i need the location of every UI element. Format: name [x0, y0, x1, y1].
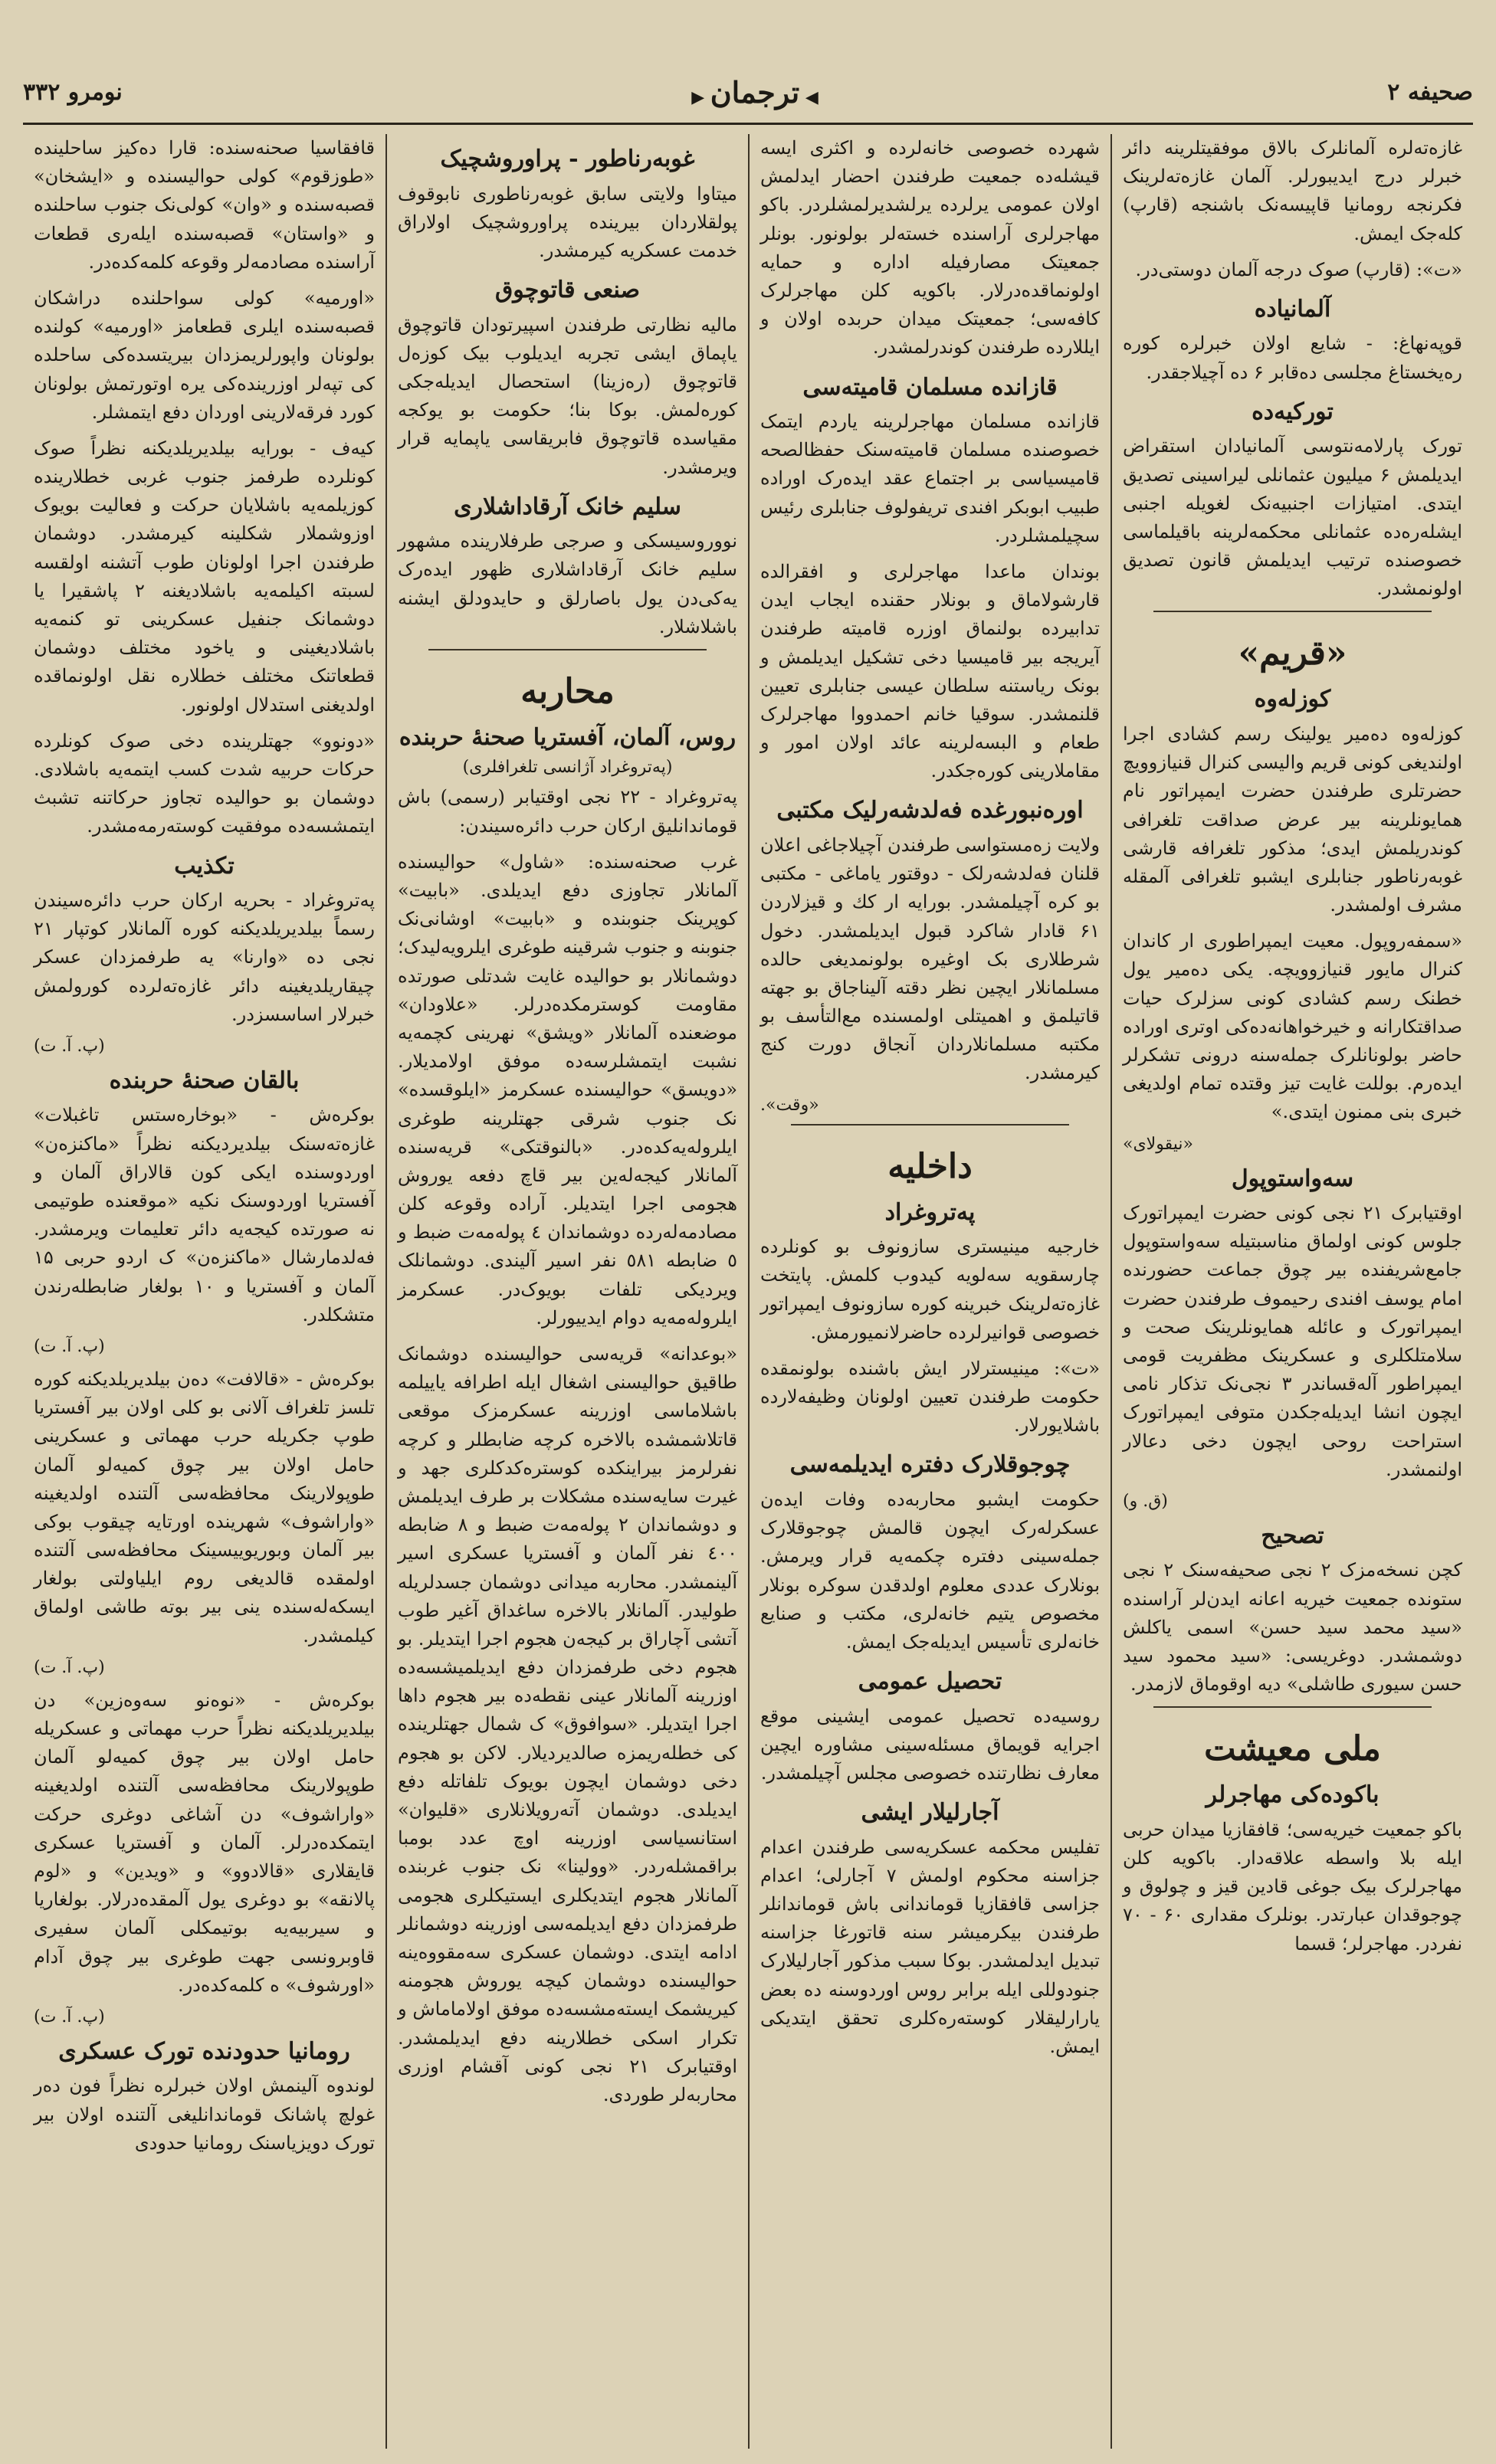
- article-paragraph: بوکرەش - «نوه‌نو سه‌وه‌زین» دن بیلدیریلدیکنه نظراً حرب مهماتی و عسکریله حامل اولان بیر چوق کمیه‌لو آلمان طوپولارینک محافظه‌سی آلتنده اولدیغینه «واراشوف» دن آشاغی دوغری حرکت ایتمکده‌درلر. آلمان و آفستریا عسکری قایقلاری «قالادوو» و «ویدین» و «لوم پالانقه» بو دوغری یول آلمقده‌درلار. بولغاریا و سیربیەیه بوتیمکلی آلمان سفیری قاوبرونسی جهت طوغری بیر چوق آدام «اورشوف» ه کلمه‌کده‌در.: [34, 1689, 375, 1996]
- article-paragraph: «دونوو» جهتلرینده دخی صوک کونلرده حرکات حربیه شدت کسب ایتمه‌یه باشلادی. دوشمان بو حوالیده تجاوز حرکاتنه تشبث ایتمشسه‌ده موفقیت کوستەرمه‌مشدر.: [34, 729, 375, 837]
- article-heading: تکذیب: [174, 852, 235, 880]
- article-paragraph: «بوعدانه» قریه‌سی حوالیسنده دوشمانک طاقیق حوالیسنی اشغال ایله اطرافه یاییلمه باشلاماسی اوزرینه عسکرمزک موقعی قاتلاشمشده بالاخره کرچه ضابطلر و کرچه نفرلرمز بیراینکده کوسترەکدکلری جهد و غیرت سایه‌سنده مشکلات بر طرف ایدیلمش و دوشماندان ۲ پولەمەت ضبط و ۸ ضابطه ٤٠٠ نفر آلمان و آفستریا عسکری اسیر آلینمشدر. محاربه میدانی دوشمان جسدلریله طولیدر. آلمانلار بالاخره ساغداق آغیر طوب آتشی آچاراق بر کیجەن هجوم اجرا ایتدیلر. بو هجوم دخی طرفمزدان دفع ایدیلمیشسه‌ده اوزرینه آلمانلار عینی نقطه‌ده بیر هجوم داها اجرا ایتدیلر. «سوافوق» ک شمال جهتلرینده کی خطلەریمزه صالدیردیلار. لاکن بو هجوم دخی دوشمان ایچون بویوک تلفاتله دفع ایدیلدی. دوشمان آتەرویلانلاری «قلیوان» استانسیاسی اوزرینه اوچ عدد بومبا براقمشلەردر. «وولینا» نک جنوب غربنده آلمانلار هجوم ایتدیکلری ایستیکلری هجومی طرفمزدان دفع ایدیلمه‌سی اوزرینه دوشمانلر ادامه ایتدی. دوشمان عسکری سەمقووەینە حوالیسنده دوشمان کیچه یوروش هجومنه کیریشمک ایستەمشسه‌ده موفق اولاماماش و تکرار اسکی خطلارینه دفع ایدیلمشدر. اوقتیابرک ۲۱ نجی کونی آقشام اوزری محاربه‌لر طوردی.: [397, 1343, 737, 2105]
- article-paragraph: بوکرەش - «بوخارەستس تاغبلات» غازه‌ته‌سنک بیلدیردیکنه نظراً «ماکنزەن» اوردوسنده ایکی کون قالاراق آلمان و آفستریا اوردوسنک نکیه «موقعنده طوتیمی نه صورتده کیجه‌یه دائر تعلیمات ویرمشدر. فەلدمارشال «ماکنزەن» ک اردو حربی ۱۵ آلمان و آفستریا و ۱۰ بولغار ضابطلەرندن متشکلدر.: [34, 1104, 376, 1325]
- article-paragraph: بوکرەش - «قالافت» ده‌ن بیلدیریلدیکنه کوره تلسز تلغراف آلانی بو کلی اولان بیر آفستریا طوپ جکریله حرب مهماتی و عسکرینی حامل اولان بیر چوق کمیه‌لو آلمان طوپولارینک محافظه‌سی آلتنده اولدیغینه «واراشوف» شهرینده اورتایه چیقوب بوکی بیر آلمان وبوریوییسینک محافظه‌سی آلتنده اولمقدە قالدیغی روم ایلیاولتی بولغار ایسکەله‌سنده ینی بیر بوته طاشی اولماق کیلمشدر.: [34, 1368, 375, 1646]
- article-paragraph: اوقتیابرک ۲۱ نجی کونی حضرت ایمپراتورک جلوس کونی اولماق مناسبتیله سه‌واستوپول جامع‌شریفنده بیر چوق جماعت حضورنده امام یوسف افندی رحیموف طرفندن حضرت ایمپراتورک و عائله همایونلرینک صحت و سلامتلکلری و عسکرینک مظفریت قومی ایمپراطور آلەقساندر ۳ نجی‌نک تذکار نامی ایچون انشا ایدیله‌جکدن متوفی ایمپراتورک استراحت روحی ایچون دخی دعالار اولنمشدر.: [1123, 1202, 1462, 1480]
- article-heading: باکوده‌کی مهاجرلر: [1206, 1781, 1380, 1809]
- issue-number: نومرو ۳۳۲: [23, 78, 123, 106]
- article-paragraph: خارجیه مینیستری سازونوف بو کونلرده چارسقویه سەلویه کیدوب کلمش. پایتخت غازه‌ته‌لرینک خبرینه کوره سازونوف ایمپراتور خصوصی قوانیرلرده حاضرلانمیورمش.: [760, 1236, 1100, 1343]
- article-paragraph: پەتروغراد - بحریه ارکان حرب دائره‌سیندن رسماً بیلدیریلدیکنه کوره آلمانلار کوتپار ۲۱ نجی ده «وارنا» یه طرفمزدان عسکر چیقاریلدیغینه دائر غازه‌ته‌لرده کورولمش خبرلار اساسسزدر.: [34, 890, 375, 1025]
- article-heading: سلیم خانک آرقاداشلاری: [454, 493, 681, 520]
- article-heading: تورکیه‌ده: [1252, 398, 1334, 425]
- section-heading: داخلیه: [887, 1146, 973, 1186]
- article-heading: تصحیح: [1261, 1522, 1324, 1549]
- article-paragraph: کوزله‌وه ده‌میر یولینک رسم کشادی اجرا اولندیغی کونی قریم والیسی کنرال قنیازوویچ حضرتلری طرفندن حضرت ایمپراتور نام همایونلرینه بیر عرض صداقت تلغرافی کوندریلمش ایدی؛ مذکور تلغرافه قارشی غوبەرناطور جنابلری ایشبو تلغرافی آلمقله مشرف اولمشدر.: [1123, 722, 1462, 916]
- article-paragraph: کیەف - بورایه بیلدیریلدیکنه نظراً صوک کونلرده طرفمز جنوب غربی خطلارینده کوزیلمه‌یه باشلایان حرکت و فعالیت بویوک اوزوشملار شکلینه کیرمشدر. دوشمان طرفندن اجرا اولونان طوب آتشنه اولقسه لسبته اکیلمه‌یه باشلادیغنه ۲ پاشقیرا یا دوشمانک جنفیل عسکرینی تو کنمه‌یه باشلادیغینی و یاخود مختلف دوشمان قطعاتنک مختلف خطلاره نقل اولونماقده اولدیغنی استدلال اولونور.: [34, 437, 375, 716]
- section-divider: [791, 1124, 1069, 1126]
- article-paragraph: «ت»: مینیسترلار ایش باشنده بولونمقده حکومت طرفندن تعیین اولونان وظیفەلارده باشلایورلار.: [760, 1357, 1100, 1437]
- article-paragraph: روسیه‌ده تحصیل عمومی ایشینی موقع اجرایه قویماق مسئله‌سینی مشاوره ایچین معارف نظارتنده خصوصی مجلس آچیلمشدر.: [760, 1705, 1100, 1784]
- column-1: [1111, 134, 1473, 2449]
- article-paragraph: قافقاسیا صحنه‌سنده: قارا ده‌کیز ساحلینده «طوزقوم» کولی حوالیسنده و «ایشخان» قصبه‌سنده و «وان» کولی‌نک جنوب ساحلنده و «واستان» قصبه‌سنده ایلەری قطعات آراسنده مصادمه‌لر وقوعه کلمه‌کده‌در.: [34, 137, 375, 273]
- article-paragraph: غازه‌ته‌لره آلمانلرک بالاق موفقیتلرینه دائر خبرلر درج ایدیبورلر. آلمان غازه‌ته‌لرینک فکرنجه رومانیا قاپیسه‌نک باشنجه (قارپ) کله‌جک ایمش.: [1123, 137, 1462, 244]
- article-heading: کوزله‌وه: [1254, 686, 1331, 713]
- article-heading: آجارلیلار ایشی: [861, 1799, 999, 1827]
- column-3: [385, 134, 748, 2449]
- section-divider: [1153, 1706, 1432, 1708]
- article-heading: تحصیل عمومی: [858, 1668, 1002, 1696]
- article-paragraph: حکومت ایشبو محاربه‌ده وفات ایدەن عسکرلەرک ایچون قالمش چوجوقلارک جمله‌سینی دفتره چکمه‌یه قرار ویرمش. بونلارک عددی معلوم اولدقدن سوکره بونلار مخصوص یتیم خانه‌لری، مکتب و صنایع خانه‌لری تأسیس ایدیله‌جک ایمش.: [760, 1488, 1100, 1653]
- article-heading: پەتروغراد: [884, 1198, 976, 1226]
- page-number: صحیفه ۲: [1387, 78, 1473, 106]
- columns-container: [23, 134, 1473, 2449]
- article-heading: بالقان صحنهٔ حربنده: [109, 1067, 300, 1094]
- article-heading: روس، آلمان، آفستریا صحنهٔ حربنده: [399, 723, 737, 751]
- article-heading: رومانیا حدودنده تورک عسکری: [58, 2037, 350, 2065]
- article-source: (پ. آ. ت): [34, 1036, 105, 1056]
- section-heading: محاربه: [520, 671, 615, 711]
- article-heading: آلمانیاده: [1254, 295, 1331, 323]
- section-divider: [1153, 611, 1432, 612]
- article-source: «نیقولای»: [1123, 1134, 1193, 1154]
- article-source: (پ. آ. ت): [34, 1657, 105, 1677]
- article-paragraph: تورک پارلامەنتوسی آلمانیادان استقراض ایدیلمش ۶ میلیون عثمانلی لیراسینی تصدیق ایتدی. امتیازات اجنبیه‌نک لغویله اجنبی ایشلەره‌ده عثمانلی محکمه‌لرینه باقیلماسی خصوصنده ترتیب ایدیلمش قانون تصدیق اولونمشدر.: [1123, 435, 1463, 600]
- article-heading: غوبەرناطور - پراوروشچیک: [440, 146, 695, 172]
- newspaper-masthead: ◀ ترجمان ▶: [691, 75, 819, 110]
- article-heading: چوجوقلارک دفتره ایدیلمه‌سی: [789, 1451, 1071, 1479]
- article-source: (پ. آ. ت): [34, 2007, 105, 2027]
- article-paragraph: باکو جمعیت خیریه‌سی؛ قافقازیا میدان حربی ایله بلا واسطه علاقه‌دار. باکویه کلن مهاجرلرک بیک جوغی قادین قیز و چولوق و چوجوقدان عبارتدر. بونلرک مقداری ۶۰ - ۷۰ نفردر. مهاجرلر؛ قسما: [1123, 1818, 1463, 1954]
- article-paragraph: بوندان ماعدا مهاجرلری و افقرالده قارشولاماق و بونلار حقنده ایجاب ایدن تدابیرده بولنماق اوزره قامیته طرفندن آیریجه بیر قامیسیا دخی تشکیل ایدیلمش و بونک ریاستنه سلطان عیسی جنابلری تعیین قلنمشدر. سوقیا خانم احمدووا مهاجرلرک طعام و البسه‌لرینه عائد اولان امور و مقاملارینی کوره‌جکدر.: [760, 560, 1100, 782]
- article-paragraph: لوندوه آلینمش اولان خبرلره نظراً فون ده‌ر غولچ پاشانک قوماندانلیغی آلتنده اولان بیر تورک دویزیاسنک رومانیا حدودی: [34, 2075, 375, 2154]
- article-paragraph: قوپه‌نهاغ: - شایع اولان خبرلره کوره رەیخستاغ مجلسی ده‌قابر ۶ ده آچیلاجقدر.: [1123, 333, 1462, 383]
- article-source: (پ. آ. ت): [34, 1336, 105, 1356]
- article-paragraph: «اورمیه» کولی سواحلنده دراشکان قصبه‌سنده ایلری قطعامز «اورمیه» کولنده بولونان واپورلریمزدان بیریتسدەکی ساحلده کی تپه‌لر اوزرینده‌کی یره اوتورتمش بولونان کورد فرقه‌لارینی اوردان دفع ایتمشلر.: [34, 287, 375, 423]
- article-source: (ق. و): [1123, 1491, 1168, 1511]
- article-paragraph: مالیه نظارتی طرفندن اسپیرتودان قاتوچوق یاپماق ایشی تجربه ایدیلوب بیک کوزەل قاتوچوق (رەزینا) استحصال ایدیله‌جکی کوره‌لمش. بوکا بنا؛ حکومت بو یوکجه مقیاسده قاتوچوق فابریقاسی یاپمایه قرار ویرمشدر.: [398, 313, 737, 478]
- column-2: [748, 134, 1111, 2449]
- article-heading: صنعی قاتوچوق: [494, 277, 641, 304]
- section-heading: ملی معیشت: [1204, 1729, 1381, 1769]
- article-paragraph: «ت»: (قارپ) صوک درجه آلمان دوستی‌در.: [1135, 258, 1462, 280]
- article-paragraph: کچن نسخه‌مزک ۲ نجی صحیفه‌سنک ۲ نجی ستونده جمعیت خیریه اعانه ایدن‌لر آراسنده «سید محمد سید حسن» اسمی یاکلش دوشمشدر. دوغریسی: «سید محمود سید حسن سیوری طاشلی» دیه اوقوماق لازمدر.: [1123, 1559, 1462, 1696]
- article-paragraph: نووروسیسکی و صرجی طرفلارینده مشهور سلیم خانک آرقاداشلاری ظهور ایدەرک یه‌کی‌دن یول باصارلق و حایدودلق ایشنه باشلاشلار.: [398, 530, 737, 637]
- article-paragraph: قازانده مسلمان مهاجرلرینه یاردم ایتمک خصوصنده مسلمان قامیته‌سنک حفظالصحه قامیسیاسی بر اجتماع عقد ایده‌رک اورادە طبیب ابوبکر افندی تریفولوف جنابلری رئیس سچیلمشلردر.: [760, 411, 1100, 546]
- article-paragraph: ولایت زەمستواسی طرفندن آچیلاجاغی اعلان قلنان فەلدشەرلک - دوقتور یاماغی - مکتبی بو کره آچیلمشدر. بورایه ار کك و قیزلاردن ۶۱ قادار شاکرد قبول ایدیلمشدر. دخول شرطلاری بک اوغیرە بولونمدیغی حالده مسلمانلار ایچین نظر دقته آلیناجاق بو جهته قاتیلمق و اهمیتلی اولمسنده مع‌التأسف بو مکتبه مسلمانلاردان آنجاق دورت کنج کیرمشدر.: [760, 834, 1100, 1084]
- article-paragraph: شهرده خصوصی خانه‌لرده و اکثری ایسه قیشله‌ده جمعیت طرفندن احضار ایدلمش اولان عمومی یرلرده یرلشدیرلمشلردر. باکو مهاجرلری آراسنده خسته‌لر بولونور. بونلر جمعیتک مصارفیله اداره و حمایه اولونماقده‌درلار. باکویه کلن مهاجرلرک کافه‌سی؛ جمعیتک میدان حربده اولان و ایللارده طرفندن کوندرلمشدر.: [760, 137, 1100, 359]
- article-subheading: (پەتروغراد آژانسی تلغرافلری): [462, 758, 673, 778]
- article-source: «وقت».: [760, 1095, 819, 1115]
- article-heading: سه‌واستوپول: [1231, 1165, 1354, 1192]
- article-paragraph: «سمفەروپول. معیت ایمپراطوری ار کاندان کنرال مایور قنیازوویچه. یکی دەمیر یول خطنک رسم کشادی کونی سزلرک حیات صداقتکارانه و خیرخواهانه‌ده‌کی اوتری اورادە حاضر بولونانلرک جمله‌سنه درونی تشکرلر ایدەرم. بوللت غایت تیز وقتده تمام اولدیغی خبری بنی ممنون ایتدی.»: [1123, 930, 1462, 1123]
- column-4: [23, 134, 385, 2449]
- section-divider: [428, 649, 707, 650]
- article-paragraph: غرب صحنه‌سنده: «شاول» حوالیسنده آلمانلار تجاوزی دفع ایدیلدی. «بابیت» کوپرینک جنوبنده و «بابیت» اوشانی‌نک جنوبنه و جنوب شرقینه طوغری ایلرویەلیدک؛ دوشمانلار بو حوالیده غایت شدتلی صورتده مقاومت کوسترمکده‌درلر. «علاودان» موضعنده آلمانلار «ویشق» نهرینی کچمه‌یه نشبت ایتمشلرسه‌ده موفق اولامدیلار. «دویسق» حوالیسنده عسکرمز «ایلوقسده» نک جنوب شرقی جهتلرینه طوغری ایلرولەیه‌کده‌در. «بالنوقتکی» قریه‌سنده آلمانلار کیجه‌لەین بیر قاچ دفعه یوروش هجومی اجرا ایتدیلر. آراده وقوعه کلن مصادمه‌لەرده دوشماندان ٤ پولەمەت ضبط و ٥ ضابطه ٥٨١ نفر اسیر آلیندی. دوشمانلک ویردیکی تلفات بویوک‌در. عسکرمز ایلرولەمه‌یه دوام ایدییورلر.: [398, 850, 738, 1329]
- article-heading: قازانده مسلمان قامیته‌سی: [802, 373, 1058, 401]
- article-paragraph: پەتروغراد - ۲۲ نجی اوقتیابر (رسمی) باش قوماندانلیق ارکان حرب دائره‌سیندن:: [398, 786, 738, 837]
- article-heading: اورەنبورغده فەلدشەرلیک مکتبی: [776, 797, 1084, 824]
- page-header: [23, 61, 1473, 125]
- article-paragraph: میتاوا ولایتی سابق غوبەرناطوری نابوقوف پولقلاردان بیرینده پراوروشچیک اولاراق خدمت عسکریه کیرمشدر.: [398, 182, 737, 261]
- section-heading: «قریم»: [1238, 634, 1347, 673]
- article-paragraph: تفلیس محکمه عسکریه‌سی طرفندن اعدام جزاسنه محکوم اولمش ۷ آجارلی؛ اعدام جزاسی قافقازیا قوماندانی باش قوماندانلر طرفندن بیکرمیشر سنه قاتورغا جزاسنه تبدیل ایدلمشدر. بوکا سبب مذکور آجارلیلارک جنودوللی ایله برابر روس اوردوسنه ده بعض یارارلیقلار کوستەره‌کلری تحقق ایتدیکی ایمش.: [760, 1836, 1100, 2057]
